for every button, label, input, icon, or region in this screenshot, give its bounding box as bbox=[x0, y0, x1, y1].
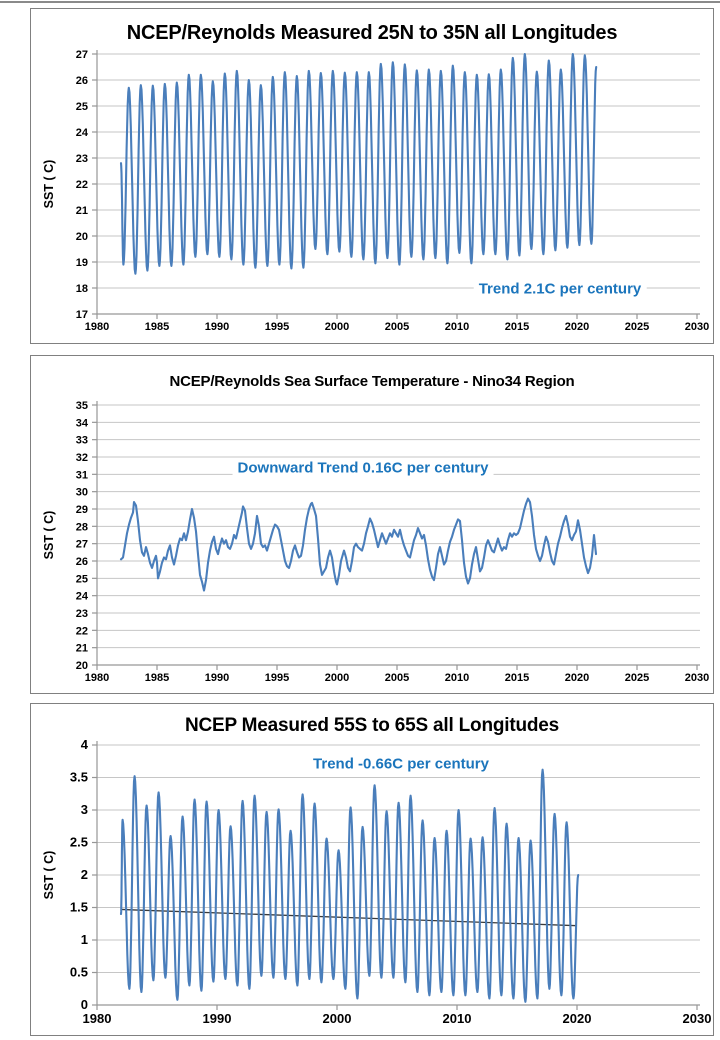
y-tick-label: 30 bbox=[75, 486, 88, 499]
y-tick-label: 35 bbox=[75, 400, 88, 412]
y-tick-label: 19 bbox=[75, 257, 88, 269]
y-tick-label: 31 bbox=[75, 469, 88, 482]
x-tick-label: 1985 bbox=[144, 672, 170, 684]
x-tick-label: 2000 bbox=[324, 672, 350, 684]
trend-line bbox=[121, 909, 577, 925]
y-tick-label: 24 bbox=[75, 127, 88, 139]
y-tick-label: 3.5 bbox=[69, 769, 88, 785]
y-tick-label: 20 bbox=[75, 660, 88, 672]
y-tick-label: 34 bbox=[75, 417, 88, 430]
x-tick-label: 2025 bbox=[624, 672, 650, 684]
plot-area-25n-35n bbox=[31, 9, 713, 343]
y-tick-label: 23 bbox=[75, 153, 88, 165]
y-tick-label: 27 bbox=[75, 49, 88, 61]
y-tick-label: 0 bbox=[80, 997, 88, 1012]
x-tick-label: 1985 bbox=[144, 321, 170, 333]
y-tick-label: 32 bbox=[75, 452, 88, 464]
x-tick-label: 1980 bbox=[84, 672, 110, 684]
plot-area-nino34 bbox=[31, 356, 713, 693]
page-top-rule bbox=[0, 1, 720, 3]
x-tick-label: 2025 bbox=[624, 321, 650, 333]
y-axis-title-nino34: SST ( C) bbox=[42, 510, 56, 560]
y-tick-label: 25 bbox=[75, 101, 88, 113]
x-tick-label: 2030 bbox=[684, 672, 710, 684]
x-tick-label: 2000 bbox=[324, 321, 350, 333]
trend-annotation-nino34: Downward Trend 0.16C per century bbox=[233, 458, 494, 479]
x-tick-label: 2020 bbox=[564, 321, 590, 333]
x-tick-label: 1990 bbox=[204, 672, 230, 684]
trend-annotation-25n-35n: Trend 2.1C per century bbox=[474, 279, 647, 300]
x-tick-label: 2015 bbox=[504, 672, 530, 684]
x-tick-label: 2010 bbox=[444, 672, 470, 684]
y-tick-label: 26 bbox=[75, 556, 88, 568]
x-tick-label: 2015 bbox=[504, 321, 530, 333]
series-line bbox=[121, 499, 596, 591]
x-tick-label: 1980 bbox=[82, 1011, 112, 1026]
y-tick-label: 29 bbox=[75, 504, 88, 516]
x-tick-label: 1995 bbox=[264, 672, 290, 684]
y-tick-label: 3 bbox=[80, 802, 88, 817]
x-tick-label: 1995 bbox=[264, 321, 290, 333]
y-axis-title-25n-35n: SST ( C) bbox=[42, 159, 56, 209]
y-tick-label: 1 bbox=[80, 932, 88, 947]
series-line bbox=[121, 54, 596, 274]
y-tick-label: 17 bbox=[75, 309, 88, 321]
y-tick-label: 24 bbox=[75, 590, 88, 603]
y-tick-label: 21 bbox=[75, 205, 88, 217]
x-tick-label: 2010 bbox=[444, 321, 470, 333]
y-tick-label: 2 bbox=[80, 867, 88, 882]
y-tick-label: 1.5 bbox=[69, 899, 88, 915]
y-tick-label: 21 bbox=[75, 642, 88, 655]
y-tick-label: 26 bbox=[75, 75, 88, 87]
chart-panel-25n-35n bbox=[30, 8, 714, 344]
y-tick-label: 0.5 bbox=[69, 964, 88, 980]
y-tick-label: 23 bbox=[75, 608, 88, 620]
x-tick-label: 1990 bbox=[202, 1011, 232, 1026]
chart-title-nino34: NCEP/Reynolds Sea Surface Temperature - Nino34 Region bbox=[169, 373, 575, 390]
y-tick-label: 22 bbox=[75, 179, 88, 191]
y-axis-title-55s-65s: SST ( C) bbox=[42, 850, 56, 900]
x-tick-label: 2030 bbox=[682, 1011, 712, 1026]
x-tick-label: 1990 bbox=[204, 321, 230, 333]
x-tick-label: 2005 bbox=[384, 672, 410, 684]
y-tick-label: 2.5 bbox=[69, 834, 88, 850]
x-tick-label: 2000 bbox=[322, 1011, 352, 1026]
x-tick-label: 2030 bbox=[684, 321, 710, 333]
y-tick-label: 20 bbox=[75, 231, 88, 243]
y-tick-label: 25 bbox=[75, 573, 88, 586]
y-tick-label: 33 bbox=[75, 434, 88, 447]
x-tick-label: 2020 bbox=[562, 1011, 592, 1026]
x-tick-label: 2020 bbox=[564, 672, 590, 684]
y-tick-label: 28 bbox=[75, 521, 88, 534]
y-tick-label: 22 bbox=[75, 625, 88, 638]
chart-title-25n-35n: NCEP/Reynolds Measured 25N to 35N all Longitudes bbox=[126, 22, 618, 44]
chart-title-55s-65s: NCEP Measured 55S to 65S all Longitudes bbox=[184, 715, 560, 736]
y-tick-label: 27 bbox=[75, 538, 88, 551]
plot-area-55s-65s bbox=[31, 704, 713, 1035]
y-tick-label: 18 bbox=[75, 283, 88, 295]
x-tick-label: 2005 bbox=[384, 321, 410, 333]
y-tick-label: 4 bbox=[80, 737, 88, 752]
chart-panel-55s-65s bbox=[30, 703, 714, 1036]
x-tick-label: 1980 bbox=[84, 321, 110, 333]
chart-panel-nino34 bbox=[30, 355, 714, 694]
series-line bbox=[121, 770, 578, 1002]
x-tick-label: 2010 bbox=[442, 1011, 472, 1026]
trend-annotation-55s-65s: Trend -0.66C per century bbox=[308, 754, 494, 775]
